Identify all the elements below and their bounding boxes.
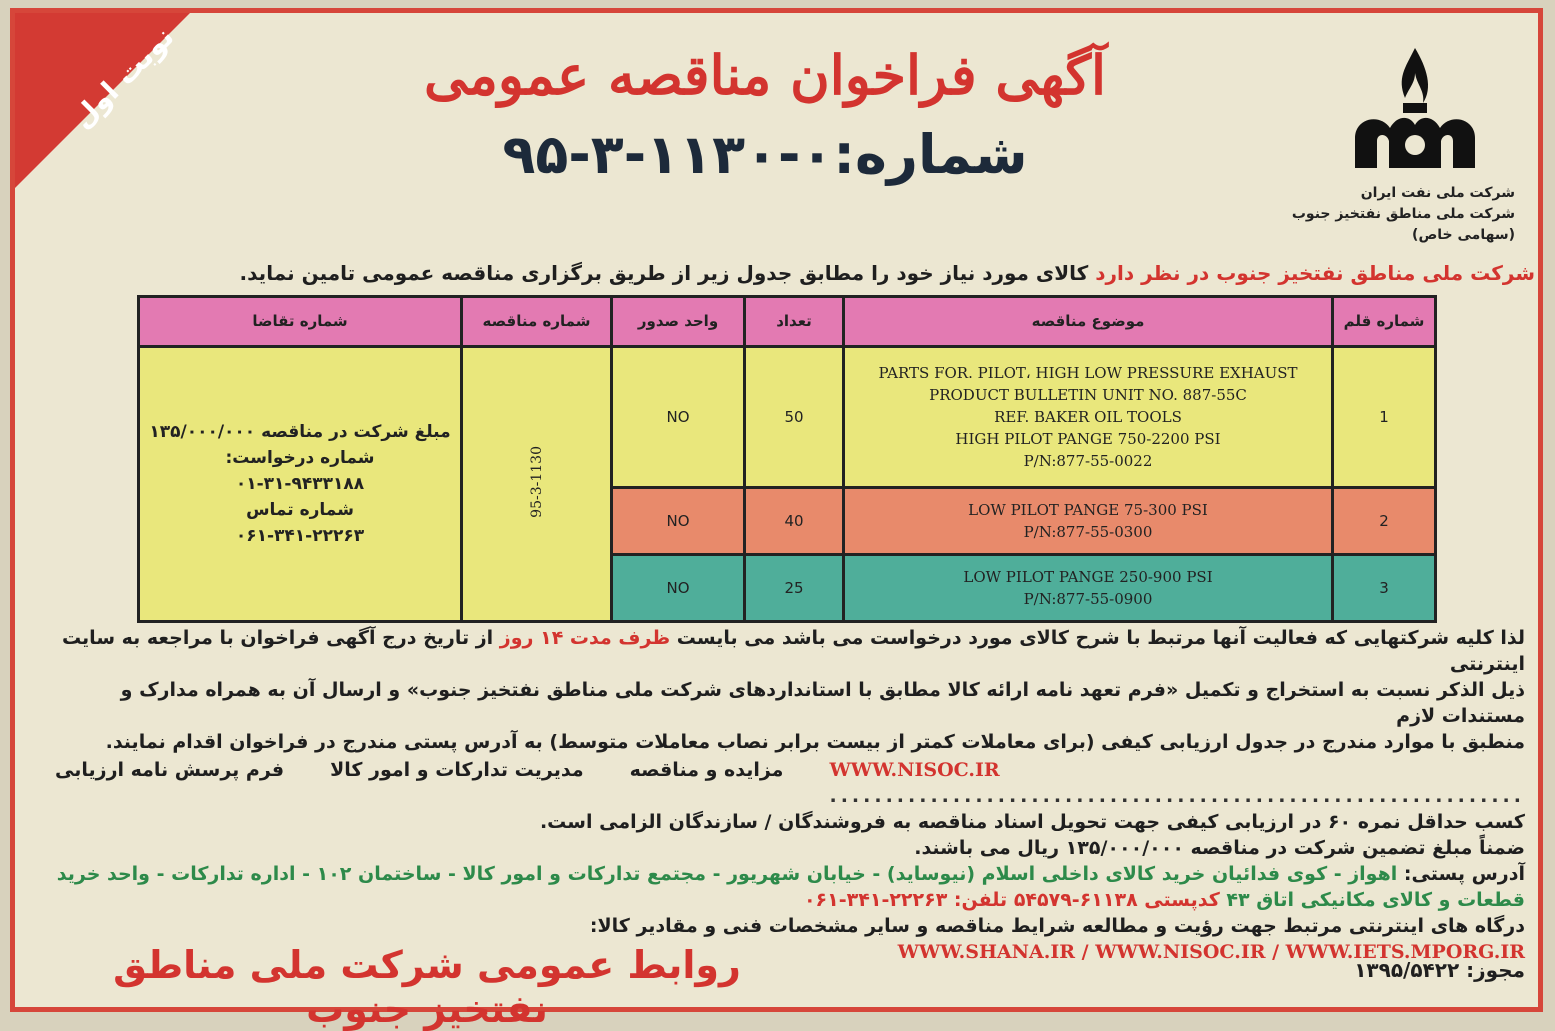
tender-no-text: 95-3-1130 [528,445,545,518]
cell-subject [844,488,1333,555]
address-text: اهواز - کوی فدائیان خرید کالای داخلی اسلام (نیوساید) - خیابان شهریور - مجتمع تدارکات و امور کالا - ساختمان ۱۰۲ - اداره تدارکات - واحد خرید [56,863,1404,885]
page-title: آگهی فراخوان مناقصه عمومی [423,43,1107,107]
table-row [139,346,1436,488]
company-line: (سهامی خاص) [1412,227,1515,243]
postal-address-2 [55,887,1525,913]
cell-unit: NO [612,555,745,622]
subject-line: P/N:877-55-0300 [1023,523,1153,542]
subject-line: REF. BAKER OIL TOOLS [994,407,1182,426]
request-block [141,419,459,549]
address-postcode: کدپستی ۶۱۱۳۸-۵۴۵۷۹ تلفن: ۲۲۲۶۳-۳۴۱-۰۶۱ [803,889,1227,911]
nisoc-link[interactable]: WWW.NISOC.IR [829,759,1000,781]
subject-line: P/N:877-55-0900 [1023,590,1153,609]
cell-subject [844,555,1333,622]
paragraph-5: ضمناً مبلغ تضمین شرکت در مناقصه ۱۳۵/۰۰۰/۰۰۰ ریال می باشند. [914,837,1525,859]
advertisement-page [10,8,1543,1031]
paragraph-2: ذیل الذکر نسبت به استخراج و تکمیل «فرم تعهد نامه ارائه کالا مطابق با استانداردهای شرکت ملی مناطق نفتخیز جنوب» و ارسال آن به همراه مدارک و مستندات لازم [120,679,1525,727]
website-links[interactable]: WWW.SHANA.IR / WWW.NISOC.IR / WWW.IETS.MPORG.IR [897,941,1525,963]
intro-red: شرکت ملی مناطق نفتخیز جنوب در نظر دارد [1095,261,1535,285]
nioc-logo-icon [1335,43,1495,178]
path-item: مزایده و مناقصه [629,759,784,781]
paragraph-3: منطبق با موارد مندرج در جدول ارزیابی کیفی (برای معاملات کمتر از بیست برابر نصاب معاملات متوسط) به آدرس پستی مندرج در فراخوان اقدام نمایند. [105,731,1525,753]
site-path [55,757,1525,783]
cell-unit: NO [612,346,745,488]
header-request-no: شماره تقاضا [139,297,462,347]
cell-qty: 25 [745,555,844,622]
cell-subject [844,346,1333,488]
p1-part-a: لذا کلیه شرکتهایی که فعالیت آنها مرتبط با شرح کالای مورد درخواست می باشد می بایست [676,627,1525,649]
intro-rest: کالای مورد نیاز خود را مطابق جدول زیر از طریق برگزاری مناقصه عمومی تامین نماید. [239,261,1096,285]
address-label: آدرس پستی: [1403,863,1525,885]
header-item: شماره قلم [1333,297,1436,347]
request-line: ۰۶۱-۳۴۱-۲۲۲۶۳ [235,525,365,546]
postal-address [55,861,1525,887]
dotted-separator: .............................................................. [829,785,1525,807]
body-text [55,625,1525,965]
badge-first-round: نوبت اول [65,20,181,135]
cell-request-block [139,346,462,621]
company-line: شرکت ملی نفت ایران [1360,185,1515,201]
request-line: شماره درخواست: [225,447,375,468]
cell-qty: 50 [745,346,844,488]
header-subject: موضوع مناقصه [844,297,1333,347]
subject-line: PRODUCT BULLETIN UNIT NO. 887-55C [929,385,1247,404]
header-qty: تعداد [745,297,844,347]
p1-deadline: ظرف مدت ۱۴ روز [493,627,677,649]
subject-line: LOW PILOT PANGE 250-900 PSI [963,568,1213,587]
table-header-row [139,297,1436,347]
tender-table [137,295,1437,623]
subject-line: HIGH PILOT PANGE 750-2200 PSI [955,429,1221,448]
public-relations-footer: روابط عمومی شرکت ملی مناطق نفتخیز جنوب [113,943,741,1031]
intro-text [135,261,1535,285]
path-item: مدیریت تدارکات و امور کالا [330,759,584,781]
address-room: قطعات و کالای مکانیکی اتاق ۴۳ [1226,889,1525,911]
cell-item: 1 [1333,346,1436,488]
subject-line: LOW PILOT PANGE 75-300 PSI [968,501,1208,520]
paragraph-6: درگاه های اینترنتی مرتبط جهت رؤیت و مطالعه شرایط مناقصه و سایر مشخصات فنی و مقادیر کالا: [589,915,1525,937]
header-tender-no: شماره مناقصه [462,297,612,347]
cell-tender-no [462,346,612,621]
company-line: شرکت ملی مناطق نفتخیز جنوب [1291,206,1515,222]
path-item: فرم پرسش نامه ارزیابی [55,759,285,781]
cell-item: 2 [1333,488,1436,555]
paragraph-4: کسب حداقل نمره ۶۰ در ارزیابی کیفی جهت تحویل اسناد مناقصه به فروشندگان / سازندگان الزامی است. [539,811,1525,833]
cell-item: 3 [1333,555,1436,622]
tender-number: شماره:۰-۱۱۳۰-۳-۹۵ [502,123,1028,186]
subject-line: P/N:877-55-0022 [1023,451,1153,470]
p1-part-b: از تاریخ درج آگهی فراخوان با مراجعه به سایت اینترنتی [61,627,1525,675]
request-line: شماره تماس [246,499,354,520]
header-unit: واحد صدور [612,297,745,347]
cell-qty: 40 [745,488,844,555]
request-line: مبلغ شرکت در مناقصه ۱۳۵/۰۰۰/۰۰۰ [149,421,451,442]
subject-line: PARTS FOR. PILOT، HIGH LOW PRESSURE EXHAUST [878,363,1298,382]
paragraph-1 [55,625,1525,677]
request-line: ۰۱-۳۱-۹۴۳۳۱۸۸ [235,473,365,494]
cell-unit: NO [612,488,745,555]
company-block [1265,183,1515,246]
permit-number: مجوز: ۱۳۹۵/۵۴۲۲ [1354,958,1525,982]
